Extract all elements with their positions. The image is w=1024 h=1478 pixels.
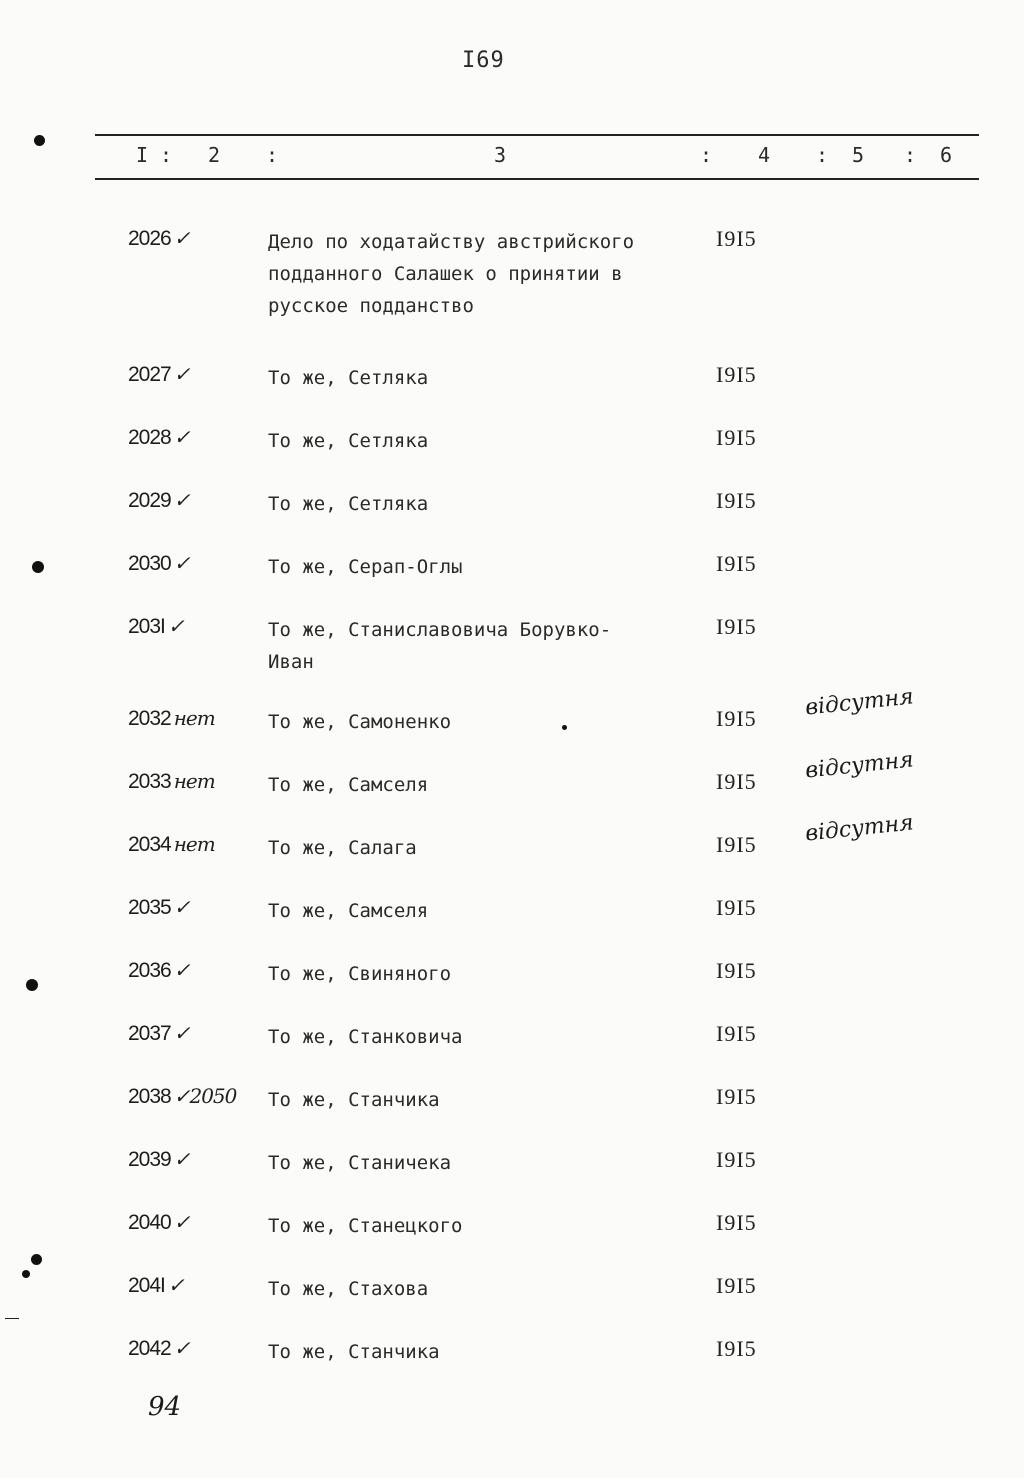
checkmark: ✓ xyxy=(173,1210,190,1234)
column-header-4: 4 xyxy=(758,143,771,167)
case-title: То же, Сетляка xyxy=(268,367,429,389)
column-header-separator: : xyxy=(816,143,829,167)
handwritten-note: відсутня xyxy=(803,684,915,721)
checkmark: ✓ xyxy=(167,1273,184,1297)
case-number: 2027 ✓ xyxy=(128,362,190,386)
checkmark: ✓ xyxy=(173,362,190,386)
binding-hole-dot xyxy=(22,1270,30,1278)
column-header-3: 3 xyxy=(494,143,507,167)
case-year: I9I5 xyxy=(716,706,757,731)
case-title: То же, Свиняного xyxy=(268,963,452,985)
column-header-separator: : xyxy=(266,143,279,167)
case-title: Дело по ходатайству австрийского подданного Салашек о принятии в русское подданство xyxy=(268,231,635,317)
checkmark: ✓ xyxy=(173,226,190,250)
case-number: 203I ✓ xyxy=(128,614,184,638)
case-year: I9I5 xyxy=(716,226,757,251)
page-number: I69 xyxy=(462,48,505,73)
missing-mark: нет xyxy=(173,832,215,856)
case-number: 2034 нет xyxy=(128,832,215,856)
case-number: 2032 нет xyxy=(128,706,215,730)
case-number: 2040 ✓ xyxy=(128,1210,190,1234)
case-title: То же, Станчика xyxy=(268,1089,440,1111)
binding-hole-dot xyxy=(32,561,44,573)
case-year: I9I5 xyxy=(716,1273,757,1298)
case-number: 2029 ✓ xyxy=(128,488,190,512)
case-number: 2038 ✓2050 xyxy=(128,1084,237,1108)
case-number: 2033 нет xyxy=(128,769,215,793)
case-year: I9I5 xyxy=(716,362,757,387)
handwritten-footer-mark: 94 xyxy=(148,1392,182,1422)
case-year: I9I5 xyxy=(716,1210,757,1235)
checkmark: ✓ xyxy=(167,614,184,638)
binding-hole-dot xyxy=(31,1254,42,1265)
case-number: 204I ✓ xyxy=(128,1273,184,1297)
missing-mark: нет xyxy=(173,706,215,730)
case-number: 2039 ✓ xyxy=(128,1147,190,1171)
case-number: 2042 ✓ xyxy=(128,1336,190,1360)
case-title: То же, Салага xyxy=(268,837,417,859)
checkmark: ✓ xyxy=(173,1336,190,1360)
checkmark: ✓ xyxy=(173,958,190,982)
column-header-1: I xyxy=(136,143,149,167)
case-year: I9I5 xyxy=(716,769,757,794)
checkmark: ✓2050 xyxy=(173,1084,237,1108)
column-header-separator: : xyxy=(160,143,173,167)
case-title: То же, Серап-Оглы xyxy=(268,556,463,578)
header-rule-bottom xyxy=(95,178,979,180)
case-year: I9I5 xyxy=(716,488,757,513)
column-header-6: 6 xyxy=(940,143,953,167)
case-number: 2036 ✓ xyxy=(128,958,190,982)
case-number: 2037 ✓ xyxy=(128,1021,190,1045)
case-year: I9I5 xyxy=(716,1336,757,1361)
case-title: То же, Стахова xyxy=(268,1278,429,1300)
case-year: I9I5 xyxy=(716,425,757,450)
case-number: 2030 ✓ xyxy=(128,551,190,575)
case-year: I9I5 xyxy=(716,614,757,639)
missing-mark: нет xyxy=(173,769,215,793)
column-header-separator: : xyxy=(904,143,917,167)
case-year: I9I5 xyxy=(716,1084,757,1109)
handwritten-note: відсутня xyxy=(803,810,915,847)
case-year: I9I5 xyxy=(716,1021,757,1046)
checkmark: ✓ xyxy=(173,551,190,575)
case-year: I9I5 xyxy=(716,551,757,576)
case-title: То же, Станчика xyxy=(268,1341,440,1363)
ink-speck xyxy=(5,1318,19,1319)
case-year: I9I5 xyxy=(716,958,757,983)
case-title: То же, Станковича xyxy=(268,1026,463,1048)
binding-hole-dot xyxy=(26,979,38,991)
case-number: 2035 ✓ xyxy=(128,895,190,919)
header-rule-top xyxy=(95,134,979,136)
checkmark: ✓ xyxy=(173,425,190,449)
checkmark: ✓ xyxy=(173,488,190,512)
checkmark: ✓ xyxy=(173,1021,190,1045)
case-title: То же, Самселя xyxy=(268,900,429,922)
case-title: То же, Самоненко xyxy=(268,711,452,733)
case-year: I9I5 xyxy=(716,895,757,920)
column-header-separator: : xyxy=(700,143,713,167)
column-header-2: 2 xyxy=(208,143,221,167)
case-title: То же, Станичека xyxy=(268,1152,452,1174)
ink-speck xyxy=(562,725,567,730)
case-title: То же, Сетляка xyxy=(268,430,429,452)
case-year: I9I5 xyxy=(716,1147,757,1172)
case-year: I9I5 xyxy=(716,832,757,857)
checkmark: ✓ xyxy=(173,1147,190,1171)
checkmark: ✓ xyxy=(173,895,190,919)
binding-hole-dot xyxy=(34,135,45,146)
case-title: То же, Станецкого xyxy=(268,1215,463,1237)
case-number: 2028 ✓ xyxy=(128,425,190,449)
case-title: То же, Сетляка xyxy=(268,493,429,515)
case-number: 2026 ✓ xyxy=(128,226,190,250)
case-title: То же, Станиславовича Борувко- Иван xyxy=(268,619,612,673)
column-header-5: 5 xyxy=(852,143,865,167)
handwritten-note: відсутня xyxy=(803,747,915,784)
case-title: То же, Самселя xyxy=(268,774,429,796)
